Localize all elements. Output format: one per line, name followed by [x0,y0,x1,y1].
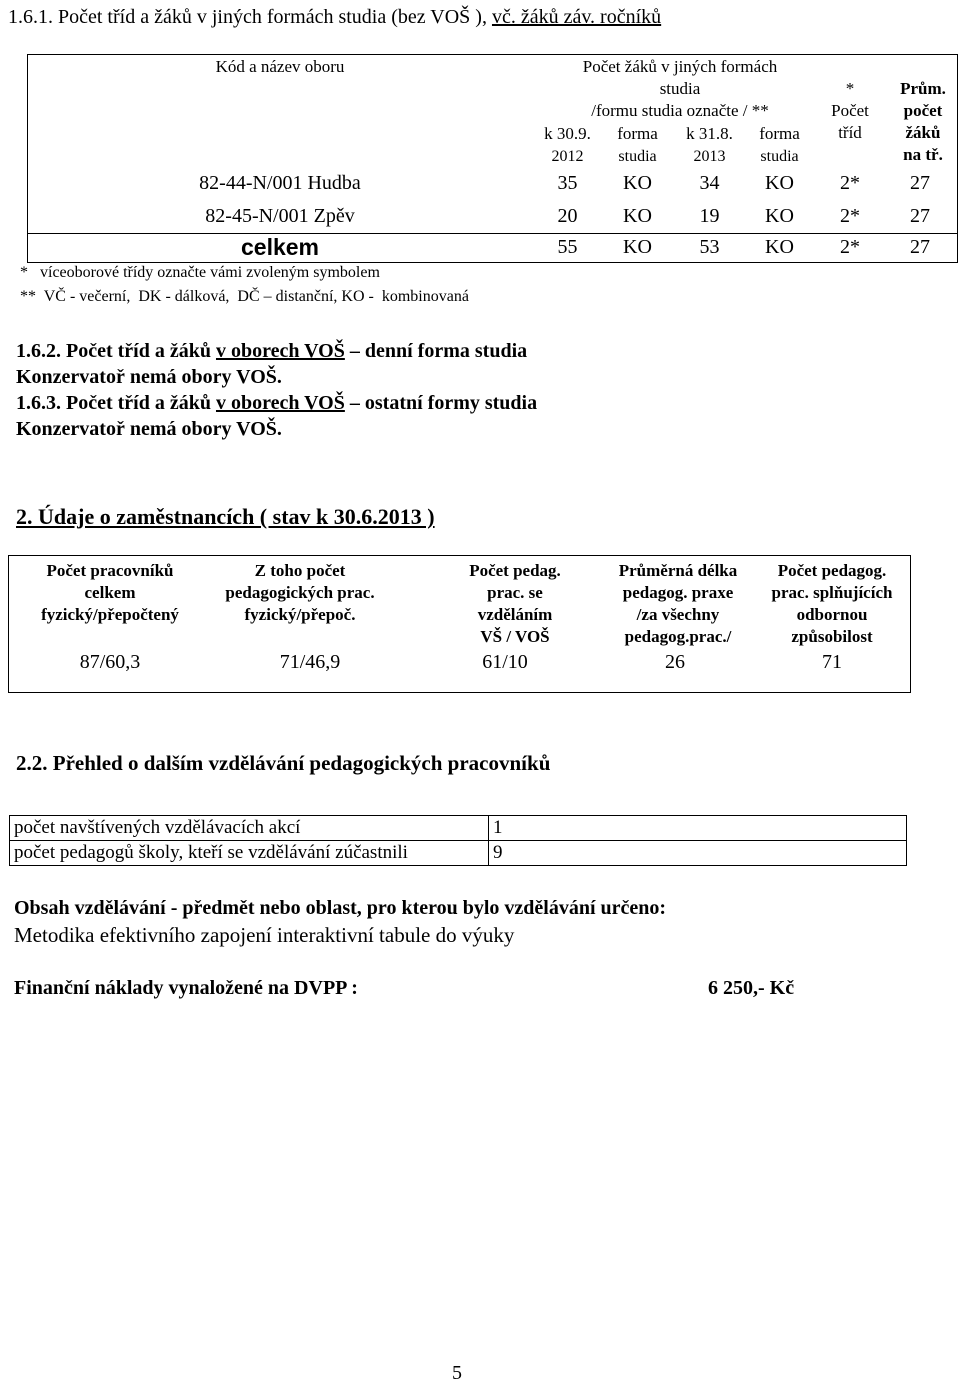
table2-header-4 [598,560,758,648]
table1-note-1: * víceoborové třídy označte vámi zvoleným symbolem [20,264,380,281]
table2-header-5-line: prac. splňujících [771,583,893,602]
section-163-prefix: 1.6.3. Počet tříd a žáků [16,392,216,414]
table1-header-pocet-2: Počet [831,101,869,120]
table2-header-2-line: Z toho počet [254,561,346,580]
table2-header-3-line: VŠ / VOŠ [480,627,550,646]
table1-cell-k3009: 55 [557,236,578,258]
naklady-label: Finanční náklady vynaložené na DVPP : [14,977,358,999]
table1-header-prum-1: Prům. [900,79,946,98]
table1-note-2: ** VČ - večerní, DK - dálková, DČ – distanční, KO - kombinovaná [20,288,469,305]
table2-header-1-line: celkem [84,583,136,602]
table2-header-2-line: fyzický/přepoč. [244,605,356,624]
table2-header-1 [10,560,210,626]
section-163-suffix: – ostatní formy studia [344,392,538,414]
table2-header-3-line: vzděláním [477,605,553,624]
section-162-text: Konzervatoř nemá obory VOŠ. [16,366,282,388]
table1-header-forma1-2: studia [618,148,657,165]
table3-value: 9 [489,841,907,866]
section-163-heading [16,392,537,415]
table1-cell-trid: 2* [840,172,860,194]
table1-cell-k3108: 19 [699,205,720,227]
table1-cell-forma1: KO [623,172,652,194]
table1-header-group-1: Počet žáků v jiných formách [582,57,778,76]
table1-header-group-3: /formu studia označte / ** [591,101,769,120]
table1-cell-obor: 82-45-N/001 Zpěv [205,205,355,227]
table1-header-prum-2: počet [903,101,943,120]
table2-header-4-line: pedagog.prac./ [624,627,732,646]
table1-header-prum-4: na tř. [903,145,943,164]
table1-cell-k3009: 35 [557,172,578,194]
table2-header-2-line: pedagogických prac. [225,583,375,602]
section-22-title [16,751,550,776]
section-161-underlined: vč. žáků záv. ročníků [491,6,662,28]
table1-header-forma1-1: forma [617,124,658,143]
table2-header-4-line: pedagog. praxe [622,583,734,602]
table1-cell-k3009: 20 [557,205,578,227]
table2-header-1-line: Počet pracovníků [46,561,174,580]
table1-cell-prum: 27 [910,236,930,258]
table1-header-k3108-1: k 31.8. [686,124,733,143]
table1-cell-forma1: KO [623,236,652,258]
table1-header-k3108-2: 2013 [693,148,726,165]
table1-header-group-2: studia [659,79,701,98]
table1-header-prum-3: žáků [905,123,941,142]
table1-cell-prum: 27 [910,205,930,227]
table1-header-pocet-3: tříd [838,123,862,142]
table1-cell-forma2: KO [765,205,794,227]
obsah-label: Obsah vzdělávání - předmět nebo oblast, pro kterou bylo vzdělávání určeno: [14,897,667,919]
section-162-prefix: 1.6.2. Počet tříd a žáků [16,340,216,362]
table2-header-5-line: způsobilost [791,627,873,646]
table1-cell-k3108: 34 [699,172,720,194]
table1-header-forma2-1: forma [759,124,800,143]
table2-value-3: 61/10 [482,651,528,673]
table2-header-5-line: Počet pedagog. [777,561,887,580]
table3-value: 1 [489,816,907,841]
section-162-suffix: – denní forma studia [344,340,528,362]
table1-cell-k3108: 53 [699,236,720,258]
table2-value-1: 87/60,3 [79,651,141,673]
table2-value-2: 71/46,9 [279,651,341,673]
table3-label: počet navštívených vzdělávacích akcí [10,816,489,841]
section-2-title-text: 2. Údaje o zaměstnancích ( stav k 30.6.2013 ) [16,504,435,529]
table2-value-4: 26 [665,651,685,673]
table1-row-separator [27,233,958,234]
table-row [10,841,907,866]
table2-header-4-line: /za všechny [636,605,720,624]
obsah-text: Metodika efektivního zapojení interaktivní tabule do výuky [14,923,515,947]
table2-header-3-line: prac. se [487,583,543,602]
table2-header-3 [440,560,590,648]
table1-header-k3009-1: k 30.9. [544,124,591,143]
table3-label: počet pedagogů školy, kteří se vzdělávání zúčastnili [10,841,489,866]
table1-cell-forma1: KO [623,205,652,227]
section-162-underlined: v oborech VOŠ [215,340,345,362]
table1-cell-trid: 2* [840,236,860,258]
table1-header-forma2-2: studia [760,148,799,165]
table2-header-5-line: odbornou [796,605,868,624]
table2-value-5: 71 [822,651,842,673]
table1-cell-forma2: KO [765,236,794,258]
section-22-title-text: 2.2. Přehled o dalším vzdělávání pedagogických pracovníků [16,751,551,775]
table1-cell-prum: 27 [910,172,930,194]
section-163-underlined: v oborech VOŠ [215,392,345,414]
table-row [10,816,907,841]
table1-cell-obor: celkem [240,234,319,260]
table2-header-4-line: Průměrná délka [618,561,738,580]
page-number: 5 [452,1362,462,1384]
table1-header-obor: Kód a název oboru [215,57,345,76]
section-161-heading [8,6,661,29]
table1-cell-trid: 2* [840,205,860,227]
table1-header-pocet-1: * [845,79,855,98]
table1-header-k3009-2: 2012 [551,148,584,165]
table2-header-5 [752,560,912,648]
section-163-text: Konzervatoř nemá obory VOŠ. [16,418,282,440]
table1-cell-obor: 82-44-N/001 Hudba [199,172,361,194]
section-2-title [16,504,435,530]
table1-cell-forma2: KO [765,172,794,194]
section-161-prefix: 1.6.1. Počet tříd a žáků v jiných formách studia (bez VOŠ ), [8,6,492,28]
table2-header-3-line: Počet pedag. [469,561,561,580]
table2-header-2 [210,560,390,626]
table3 [9,815,907,866]
naklady-value: 6 250,- Kč [708,977,795,999]
section-162-heading [16,340,527,363]
table2-header-1-line: fyzický/přepočtený [41,605,179,624]
